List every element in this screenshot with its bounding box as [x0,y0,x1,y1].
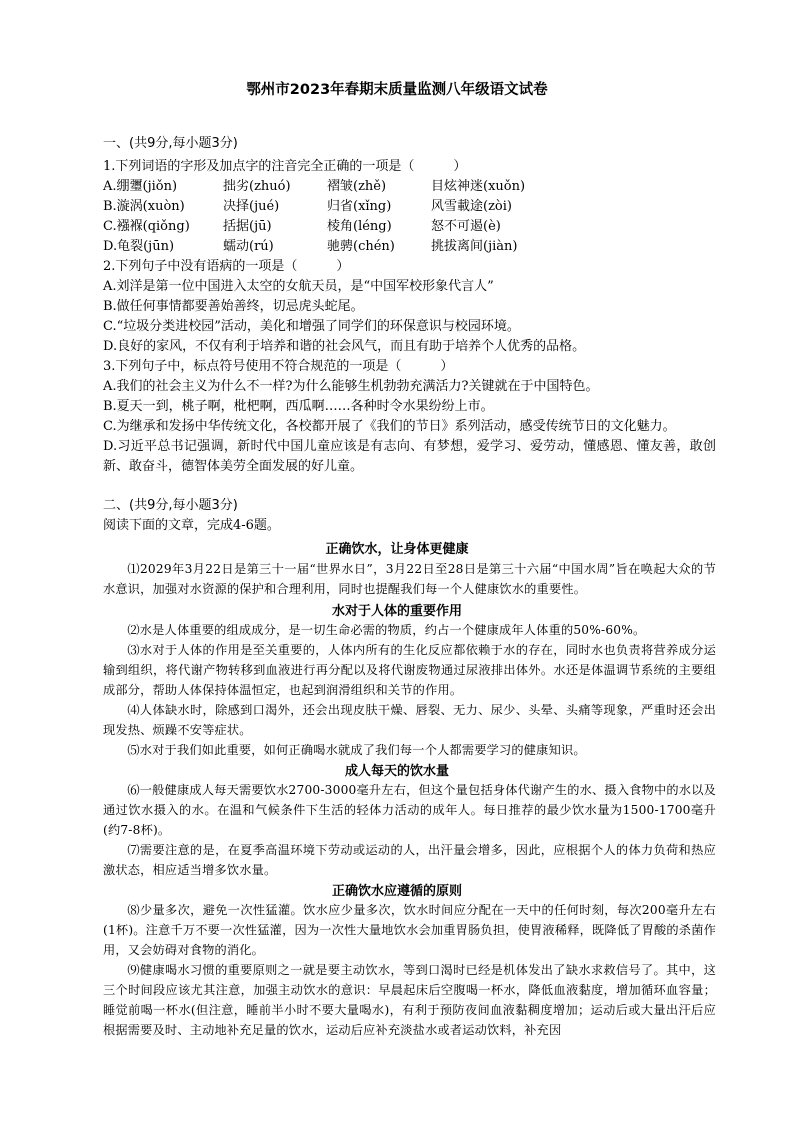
q2-option-c: C.“垃圾分类进校园”活动，美化和增强了同学们的环保意识与校园环境。 [103,319,520,334]
q1-c-word-1: C.襁褓(qiǒng) [103,219,190,234]
q1-b-word-3: 归省(xǐng) [327,199,392,214]
q1-d-word-2: 蠕动(rú) [223,239,274,254]
subheading-daily-intake: 成人每天的饮水量 [344,764,449,779]
q1-stem: 1.下列词语的字形及加点字的注音完全正确的一项是（ ） [103,159,467,174]
q3-option-a: A.我们的社会主义为什么不一样?为什么能够生机勃勃充满活力?关键就在于中国特色。 [103,379,599,394]
q1-d-word-4: 挑拔离间(jiàn) [431,239,518,254]
section2-header: 二、(共9分,每小题3分) [103,498,238,513]
q1-b-word-4: 风雪載途(zòi) [431,199,512,214]
paragraph-2: ⑵水是人体重要的组成成分，是一切生命必需的物质，约占一个健康成年人体重的50%-60%。 [127,623,646,637]
paragraph-9: ⑼健康喝水习惯的重要原则之一就是要主动饮水，等到口渴时已经是机体发出了缺水求救信号了。其中，这三个时间段应该尤其注意，加强主动饮水的意识：早晨起床后空腹喝一杯水，降低血液黏度，增加循环血容量；睡觉前喝一杯水(但注意，睡前半小时不要大量喝水)，有利于预防夜间血液黏稠度增加；运动后或大量出汗后应根据需要及时、主动地补充足量的饮水，运动后应补充淡盐水或者运动饮料，补充因 [103,963,716,1037]
q1-d-word-3: 驰骋(chén) [327,239,395,254]
article-title: 正确饮水，让身体更健康 [325,542,469,557]
q2-stem: 2.下列句子中没有语病的一项是（ ） [103,259,350,274]
q1-a-word-3: 褶皱(zhě) [327,179,387,194]
q1-c-word-4: 怒不可遏(è) [431,219,501,234]
section1-header: 一、(共9分,每小题3分) [103,136,238,151]
paragraph-4: ⑷人体缺水时，除感到口渴外，还会出现皮肤干燥、唇裂、无力、尿少、头晕、头痛等现象，严重时还会出现发热、烦躁不安等症状。 [103,703,716,737]
section2-intro: 阅读下面的文章，完成4-6题。 [103,518,280,533]
paragraph-8: ⑻少量多次，避免一次性猛灌。饮水应少量多次，饮水时间应分配在一天中的任何时刻，每次200毫升左右(1杯)。注意千万不要一次性猛灌，因为一次性大量地饮水会加重胃肠负担，使胃液稀释，既降低了胃酸的杀菌作用，又会妨碍对食物的消化。 [103,903,716,957]
paragraph-3: ⑶水对于人体的作用是至关重要的，人体内所有的生化反应都依赖于水的存在，同时水也负责将营养成分运输到组织，将代谢产物转移到血液进行再分配以及将代谢废物通过尿液排出体外。水还是体温调节系统的主要组成部分，帮助人体保持体温恒定，也起到润滑组织和关节的作用。 [103,643,716,697]
q3-option-c: C.为继承和发扬中华传统文化，各校都开展了《我们的节日》系列活动，感受传统节日的文化魅力。 [103,419,676,434]
subheading-water-role: 水对于人体的重要作用 [331,604,462,619]
q1-c-word-3: 棱角(léng) [327,219,392,234]
paragraph-5: ⑸水对于我们如此重要，如何正确喝水就成了我们每一个人都需要学习的健康知识。 [127,743,586,757]
q3-option-b: B.夏天一到，桃子啊，枇杷啊，西瓜啊……各种时令水果纷纷上市。 [103,399,494,414]
q1-b-word-1: B.漩涡(xuòn) [103,199,185,214]
q2-option-b: B.做任何事情都要善始善终，切忌虎头蛇尾。 [103,299,364,314]
paragraph-1: ⑴2029年3月22日是第三十一届“世界水日”，3月22日至28日是第三十六届“中国水周”旨在唤起大众的节水意识，加强对水资源的保护和合理利用，同时也提醒我们每一个人健康饮水的重要性。 [103,562,716,596]
q1-b-word-2: 决择(jué) [223,199,280,214]
exam-title: 鄂州市2023年春期末质量监测八年级语文试卷 [246,82,548,98]
q1-d-word-1: D.龟裂(jūn) [103,239,175,254]
q1-a-word-4: 目炫神迷(xuǒn) [431,179,526,194]
subheading-principles: 正确饮水应遵循的原则 [331,884,462,899]
q2-option-d: D.良好的家风，不仅有利于培养和谐的社会风气，而且有助于培养个人优秀的品格。 [103,339,586,354]
q2-option-a: A.刘洋是第一位中国进入太空的女航天员，是“中国军校形象代言人” [103,279,494,294]
q3-stem: 3.下列句子中，标点符号使用不符合规范的一项是（ ） [103,359,454,374]
q1-a-word-2: 拙劣(zhuó) [223,179,291,194]
paragraph-7: ⑺需要注意的是，在夏季高温环境下劳动或运动的人，出汗量会增多，因此，应根据个人的体力负荷和热应激状态，相应适当增多饮水量。 [103,843,716,877]
q1-c-word-2: 括据(jū) [223,219,272,234]
q3-option-d: D.习近平总书记强调，新时代中国儿童应该是有志向、有梦想，爱学习、爱劳动，懂感恩、懂友善，敢创新、敢奋斗，德智体美劳全面发展的好儿童。 [103,439,716,474]
q1-a-word-1: A.绷瓕(jiǒn) [103,179,178,194]
paragraph-6: ⑹一般健康成人每天需要饮水2700-3000毫升左右，但这个量包括身体代谢产生的水、摄入食物中的水以及通过饮水摄入的水。在温和气候条件下生活的轻体力活动的成年人。每日推荐的最少饮水量为1500-1700毫升(约7-8杯)。 [103,783,716,837]
